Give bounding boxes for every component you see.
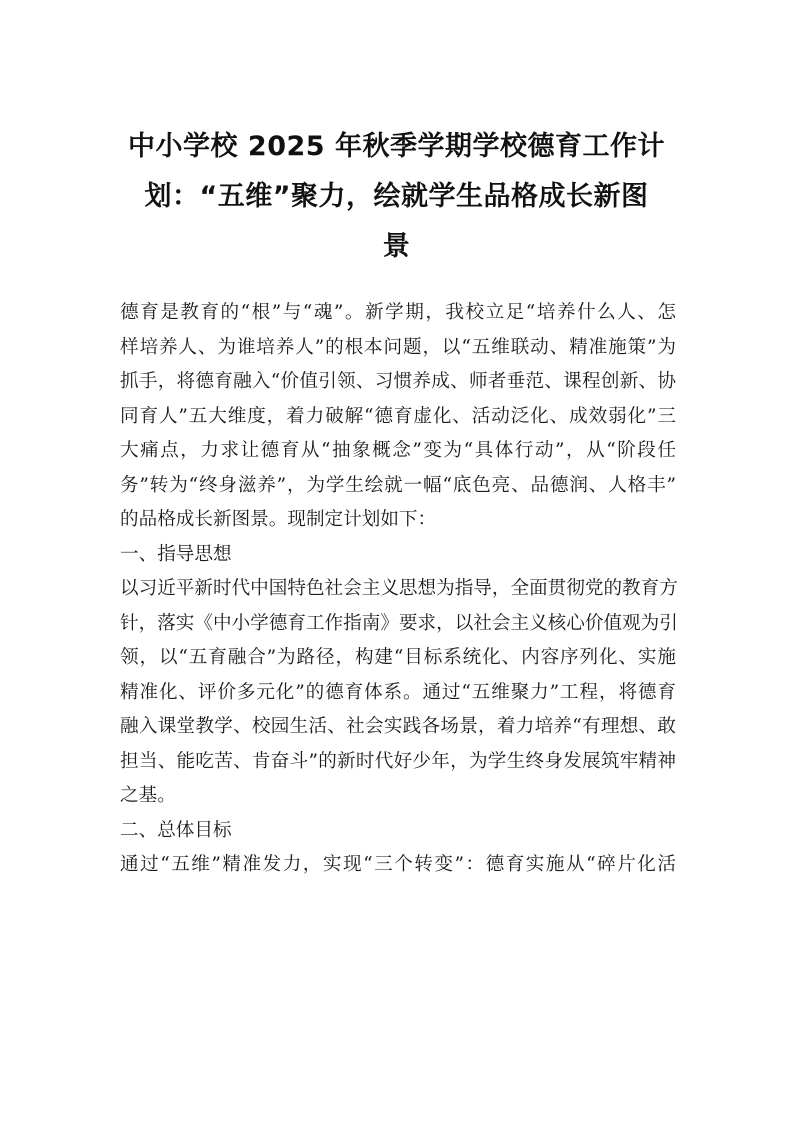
intro-paragraph	[120, 296, 676, 538]
text-line: 担当、能吃苦、肯奋斗”的新时代好少年，为学生终身发展筑牢精神	[120, 750, 676, 772]
text-line: 以习近平新时代中国特色社会主义思想为指导，全面贯彻党的教育方	[120, 578, 678, 599]
text-line: 领，以“五育融合”为路径，构建“目标系统化、内容序列化、实施	[120, 647, 676, 668]
text-line: 德育是教育的“根”与“魂”。新学期，我校立足“培养什么人、怎	[120, 302, 676, 323]
text-line: 通过“五维”精准发力，实现“三个转变”：德育实施从“碎片化活	[120, 854, 676, 875]
guiding-ideology-paragraph	[120, 572, 676, 814]
title-line: 中小学校 2025 年秋季学期学校德育工作计	[128, 131, 665, 162]
section-heading-overall-goals: 二、总体目标	[120, 819, 232, 841]
title-line: 划：“五维”聚力，绘就学生品格成长新图	[144, 181, 649, 212]
text-line: 同育人”五大维度，着力破解“德育虚化、活动泛化、成效弱化”三	[120, 405, 676, 427]
overall-goals-paragraph	[120, 848, 676, 883]
text-line: 的品格成长新图景。现制定计划如下：	[120, 509, 437, 530]
title-line: 景	[382, 231, 411, 262]
text-line: 大痛点，力求让德育从“抽象概念”变为“具体行动”，从“阶段任	[120, 440, 676, 461]
text-line: 务”转为“终身滋养”，为学生绘就一幅“底色亮、品德润、人格丰”	[120, 474, 676, 496]
document-title	[100, 122, 693, 272]
text-line: 样培养人、为谁培养人”的根本问题，以“五维联动、精准施策”为	[120, 336, 676, 358]
text-line: 精准化、评价多元化”的德育体系。通过“五维聚力”工程，将德育	[120, 681, 676, 703]
text-line: 针，落实《中小学德育工作指南》要求，以社会主义核心价值观为引	[120, 612, 678, 634]
document-body	[120, 296, 676, 883]
text-line: 融入课堂教学、校园生活、社会实践各场景，着力培养“有理想、敢	[120, 716, 676, 737]
text-line: 之基。	[120, 785, 176, 806]
text-line: 抓手，将德育融入“价值引领、习惯养成、师者垂范、课程创新、协	[120, 371, 676, 392]
section-heading-guiding-ideology: 一、指导思想	[120, 543, 232, 565]
